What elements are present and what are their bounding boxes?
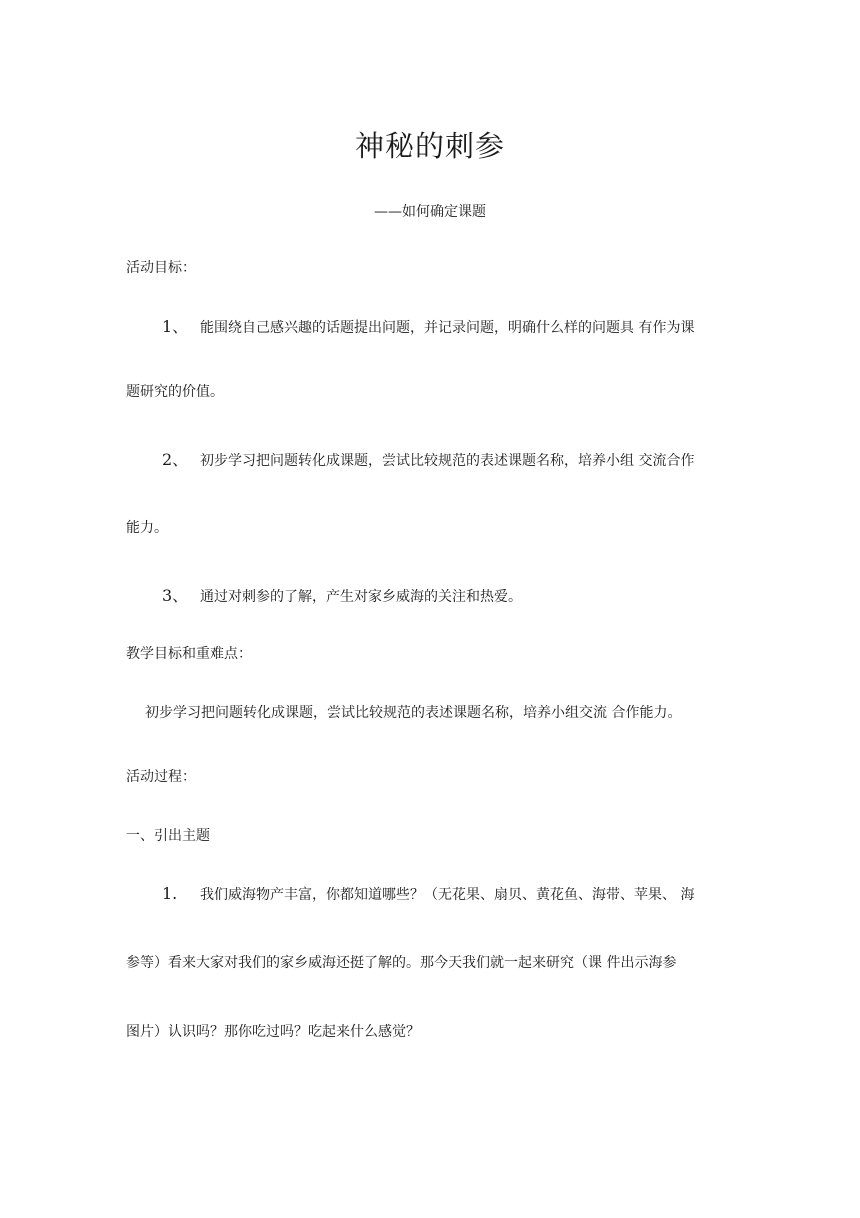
goal-2-continuation: 能力。 <box>126 520 168 536</box>
goal-2-text: 初步学习把问题转化成课题，尝试比较规范的表述课题名称，培养小组 交流合作 <box>200 453 695 469</box>
goal-1 <box>162 317 736 338</box>
key-points-text: 初步学习把问题转化成课题，尝试比较规范的表述课题名称，培养小组交流 合作能力。 <box>145 705 682 721</box>
goal-1-text: 能围绕自己感兴趣的话题提出问题，并记录问题，明确什么样的问题具 有作为课 <box>200 320 695 336</box>
process-heading: 活动过程： <box>126 769 196 785</box>
document-title: 神秘的刺参 <box>354 129 505 163</box>
goal-1-number: 1、 <box>162 317 189 336</box>
goal-2 <box>162 450 736 471</box>
goal-2-number: 2、 <box>162 450 189 469</box>
step-1 <box>162 884 736 905</box>
step-1-text: 我们威海物产丰富，你都知道哪些？（无花果、扇贝、黄花鱼、海带、苹果、 海 <box>200 887 695 903</box>
step-1-continuation-2: 图片）认识吗？那你吃过吗？吃起来什么感觉？ <box>126 1024 420 1040</box>
activity-goals-heading: 活动目标： <box>126 260 196 276</box>
part-1-heading: 一、引出主题 <box>126 828 210 844</box>
document-subtitle: ——如何确定课题 <box>374 204 486 220</box>
goal-3-number: 3、 <box>162 586 189 605</box>
goal-1-continuation: 题研究的价值。 <box>126 384 224 400</box>
goal-3 <box>162 586 736 607</box>
goal-3-text: 通过对刺参的了解，产生对家乡威海的关注和热爱。 <box>200 589 522 605</box>
step-1-continuation-1: 参等）看来大家对我们的家乡威海还挺了解的。那今天我们就一起来研究（课 件出示海参 <box>126 955 677 971</box>
step-1-number: 1. <box>162 884 178 903</box>
key-points-heading: 教学目标和重难点： <box>126 646 252 662</box>
